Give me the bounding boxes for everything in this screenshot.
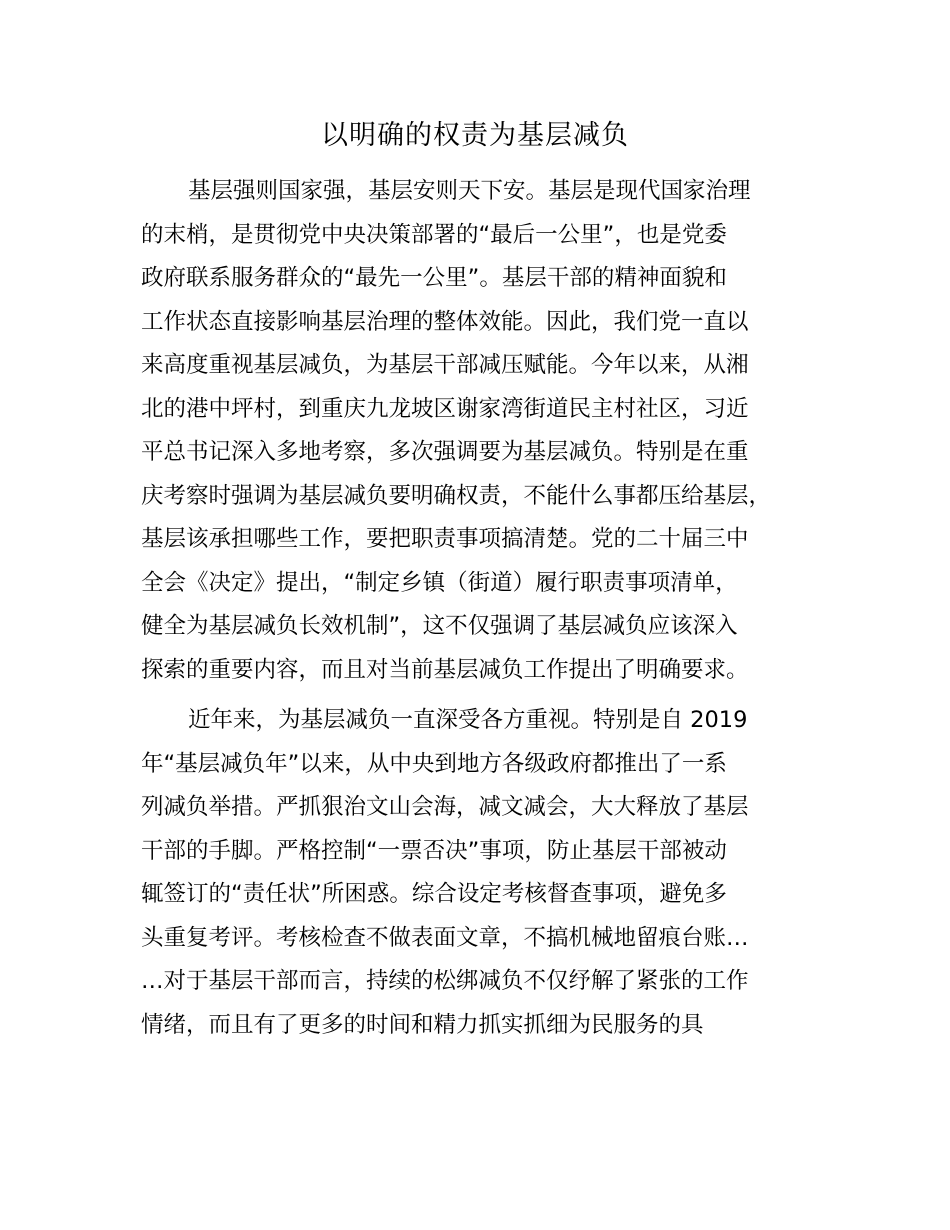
paragraph-1-line-12: 探索的重要内容，而且对当前基层减负工作提出了明确要求。 xyxy=(141,657,749,683)
paragraph-1-line-6: 北的港中坪村，到重庆九龙坡区谢家湾街道民主村社区，习近 xyxy=(141,396,749,422)
paragraph-2-line-5: 辄签订的“责任状”所困惑。综合设定考核督查事项，避免多 xyxy=(141,881,727,907)
paragraph-1-line-2: 的末梢，是贯彻党中央决策部署的“最后一公里”，也是党委 xyxy=(141,222,727,248)
paragraph-1-line-4: 工作状态直接影响基层治理的整体效能。因此，我们党一直以 xyxy=(141,309,749,335)
paragraph-1-line-9: 基层该承担哪些工作，要把职责事项搞清楚。党的二十届三中 xyxy=(141,526,749,552)
paragraph-2-line-3: 列减负举措。严抓狠治文山会海，减文减会，大大释放了基层 xyxy=(141,794,749,820)
document-title: 以明确的权责为基层减负 xyxy=(321,120,629,151)
paragraph-2-line-6: 头重复考评。考核检查不做表面文章，不搞机械地留痕台账… xyxy=(141,925,749,951)
paragraph-1-line-8: 庆考察时强调为基层减负要明确权责，不能什么事都压给基层， xyxy=(141,483,772,509)
paragraph-2-line-7: …对于基层干部而言，持续的松绑减负不仅纾解了紧张的工作 xyxy=(141,968,749,994)
paragraph-2-line-4: 干部的手脚。严格控制“一票否决”事项，防止基层干部被动 xyxy=(141,838,727,864)
paragraph-1-line-11: 健全为基层减负长效机制”，这不仅强调了基层减负应该深入 xyxy=(141,613,738,639)
paragraph-1-line-7: 平总书记深入多地考察，多次强调要为基层减负。特别是在重 xyxy=(141,439,749,465)
paragraph-1-line-5: 来高度重视基层减负，为基层干部减压赋能。今年以来，从湘 xyxy=(141,352,749,378)
paragraph-1-line-3: 政府联系服务群众的“最先一公里”。基层干部的精神面貌和 xyxy=(141,265,727,291)
paragraph-2-line-2: 年“基层减负年”以来，从中央到地方各级政府都推出了一系 xyxy=(141,751,727,777)
paragraph-1-line-10: 全会《决定》提出，“制定乡镇（街道）履行职责事项清单， xyxy=(141,570,738,596)
paragraph-1-line-1: 基层强则国家强，基层安则天下安。基层是现代国家治理 xyxy=(188,178,751,204)
paragraph-2-line-1: 近年来，为基层减负一直深受各方重视。特别是自 2019 xyxy=(188,707,748,733)
paragraph-2-line-8: 情绪，而且有了更多的时间和精力抓实抓细为民服务的具 xyxy=(141,1012,704,1038)
